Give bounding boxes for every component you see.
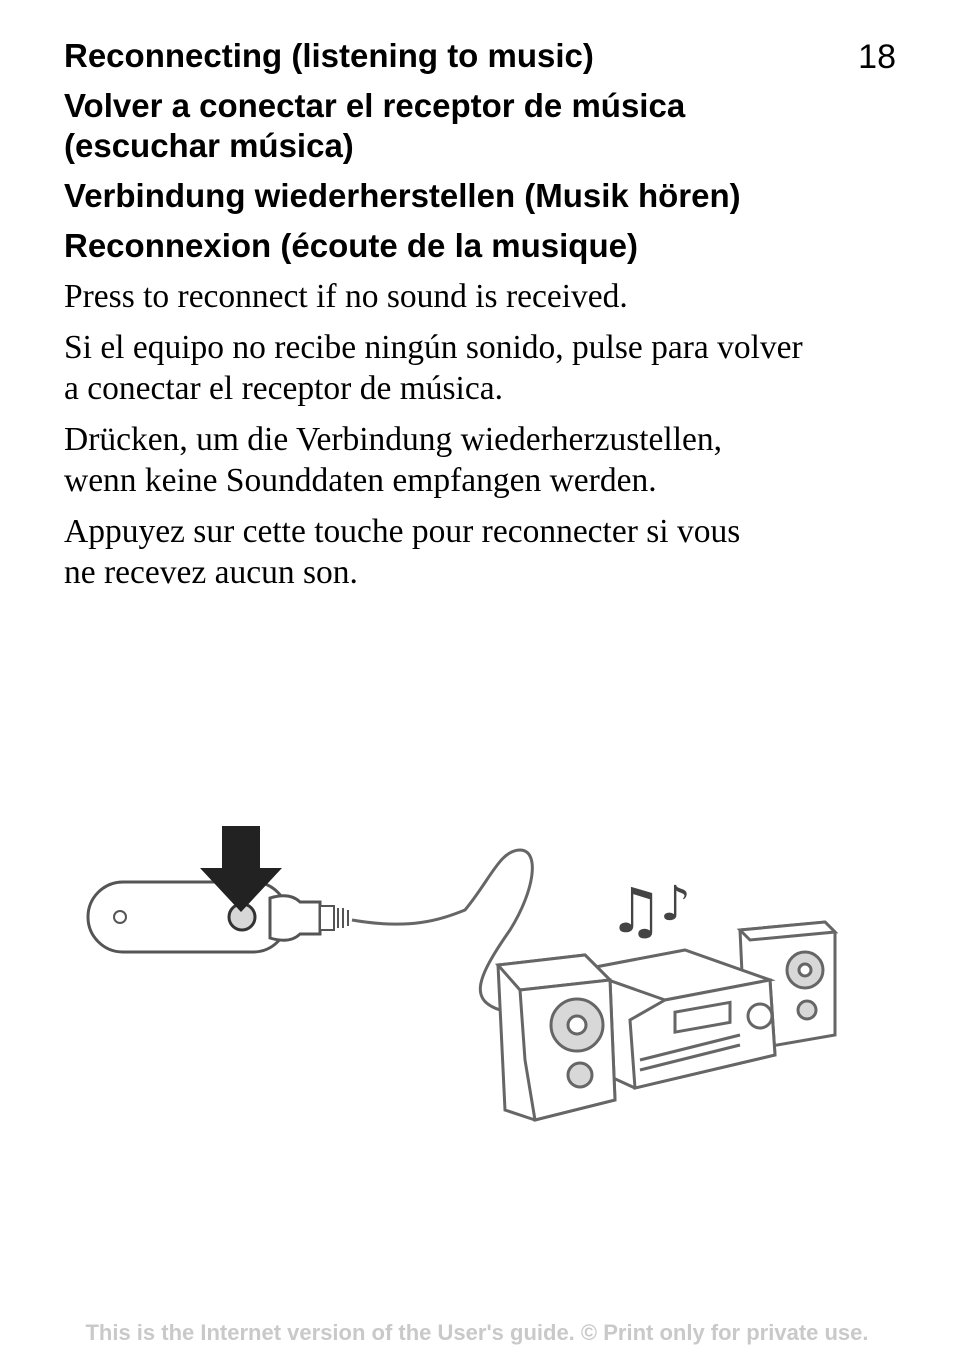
heading-es: Volver a conectar el receptor de música (escuchar música): [64, 87, 686, 164]
heading-en: Reconnecting (listening to music): [64, 37, 594, 74]
paragraph-de: Drücken, um die Verbindung wiederherzustellen, wenn keine Sounddaten empfangen werden.: [64, 421, 723, 499]
svg-text:♫: ♫: [608, 874, 664, 947]
paragraph-es: Si el equipo no recibe ningún sonido, pulse para volver a conectar el receptor de música.: [64, 329, 803, 407]
music-notes-icon: [608, 874, 691, 947]
page-number: 18: [858, 38, 896, 76]
paragraph-fr: Appuyez sur cette touche pour reconnecter si vous ne recevez aucun son.: [64, 513, 741, 591]
music-receiver-icon: [88, 882, 348, 952]
paragraph-en: Press to reconnect if no sound is received.: [64, 278, 628, 315]
document-body: [64, 36, 894, 603]
stereo-system-icon: [498, 922, 835, 1120]
heading-fr: Reconnexion (écoute de la musique): [64, 227, 638, 264]
reconnect-illustration: [80, 820, 850, 1130]
heading-de: Verbindung wiederherstellen (Musik hören): [64, 177, 741, 214]
svg-text:♪: ♪: [660, 876, 691, 932]
footer-notice: This is the Internet version of the User's guide. © Print only for private use.: [85, 1320, 869, 1345]
